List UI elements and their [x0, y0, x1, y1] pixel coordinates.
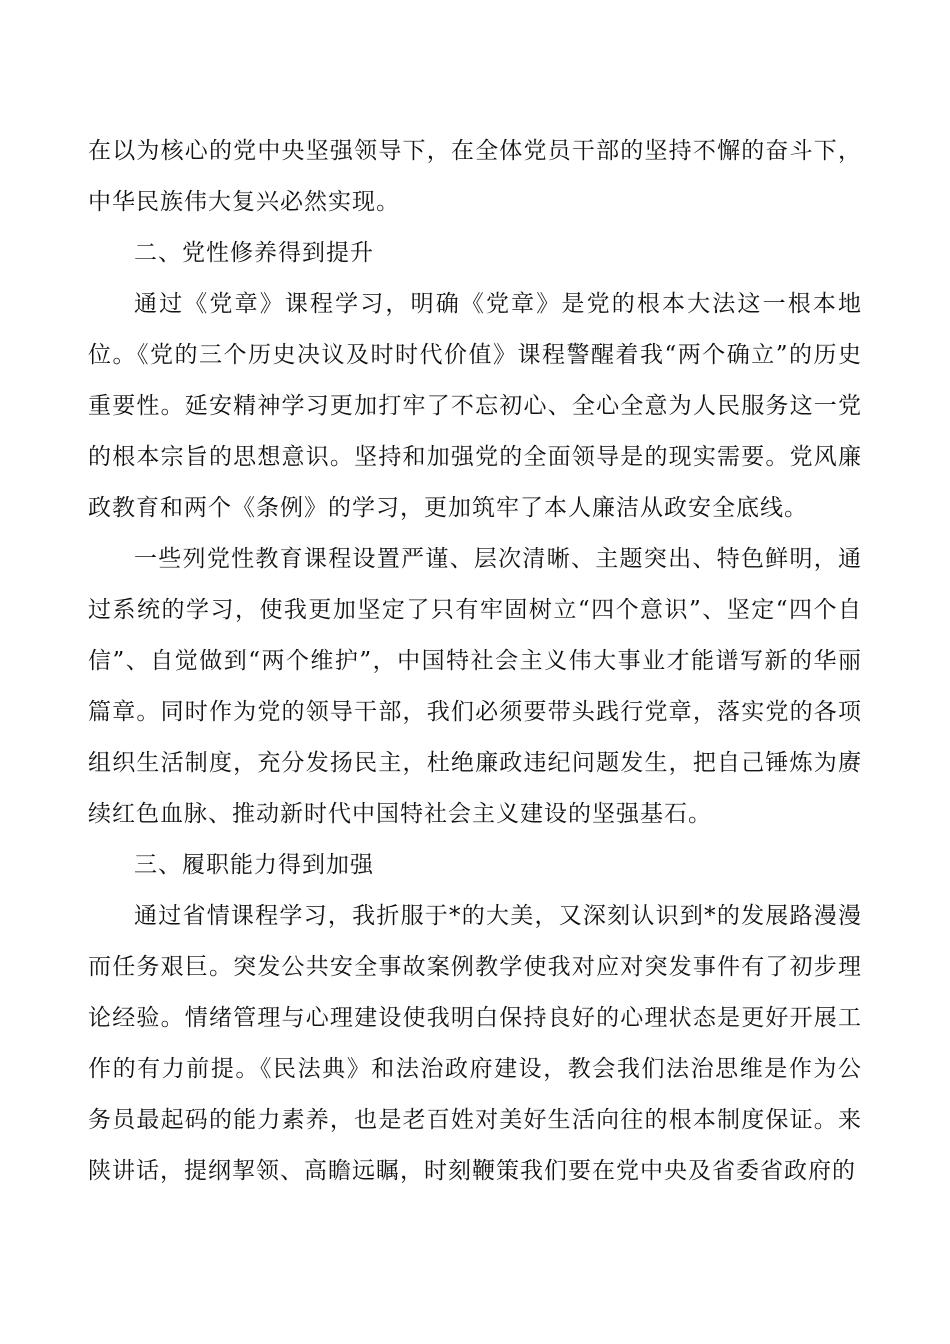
- paragraph-party-constitution: 通过《党章》课程学习，明确《党章》是党的根本大法这一根本地位。《党的三个历史决议及时时代价值》课程警醒着我“两个确立”的历史重要性。延安精神学习更加打牢了不忘初心、全心全意为人民服务这一党的根本宗旨的思想意识。坚持和加强党的全面领导是的现实需要。党风廉政教育和两个《条例》的学习，更加筑牢了本人廉洁从政安全底线。: [88, 291, 862, 521]
- paragraph-continuation: 在以为核心的党中央坚强领导下，在全体党员干部的坚持不懈的奋斗下，中华民族伟大复兴必然实现。: [88, 138, 862, 215]
- paragraph-party-education: 一些列党性教育课程设置严谨、层次清晰、主题突出、特色鲜明，通过系统的学习，使我更加坚定了只有牢固树立“四个意识”、坚定“四个自信”、自觉做到“两个维护”，中国特社会主义伟大事业才能谱写新的华丽篇章。同时作为党的领导干部，我们必须要带头践行党章，落实党的各项组织生活制度，充分发扬民主，杜绝廉政违纪问题发生，把自己锤炼为赓续红色血脉、推动新时代中国特社会主义建设的坚强基石。: [88, 546, 862, 827]
- section-heading-2: 二、党性修养得到提升: [134, 240, 374, 266]
- paragraph-provincial-study: 通过省情课程学习，我折服于*的大美，又深刻认识到*的发展路漫漫而任务艰巨。突发公共安全事故案例教学使我对应对突发事件有了初步理论经验。情绪管理与心理建设使我明白保持良好的心理状态是更好开展工作的有力前提。《民法典》和法治政府建设，教会我们法治思维是作为公务员最起码的能力素养，也是老百姓对美好生活向往的根本制度保证。来陕讲话，提纲挈领、高瞻远瞩，时刻鞭策我们要在党中央及省委省政府的: [88, 903, 862, 1184]
- section-heading-3: 三、履职能力得到加强: [134, 852, 374, 878]
- document-body: [88, 126, 862, 1197]
